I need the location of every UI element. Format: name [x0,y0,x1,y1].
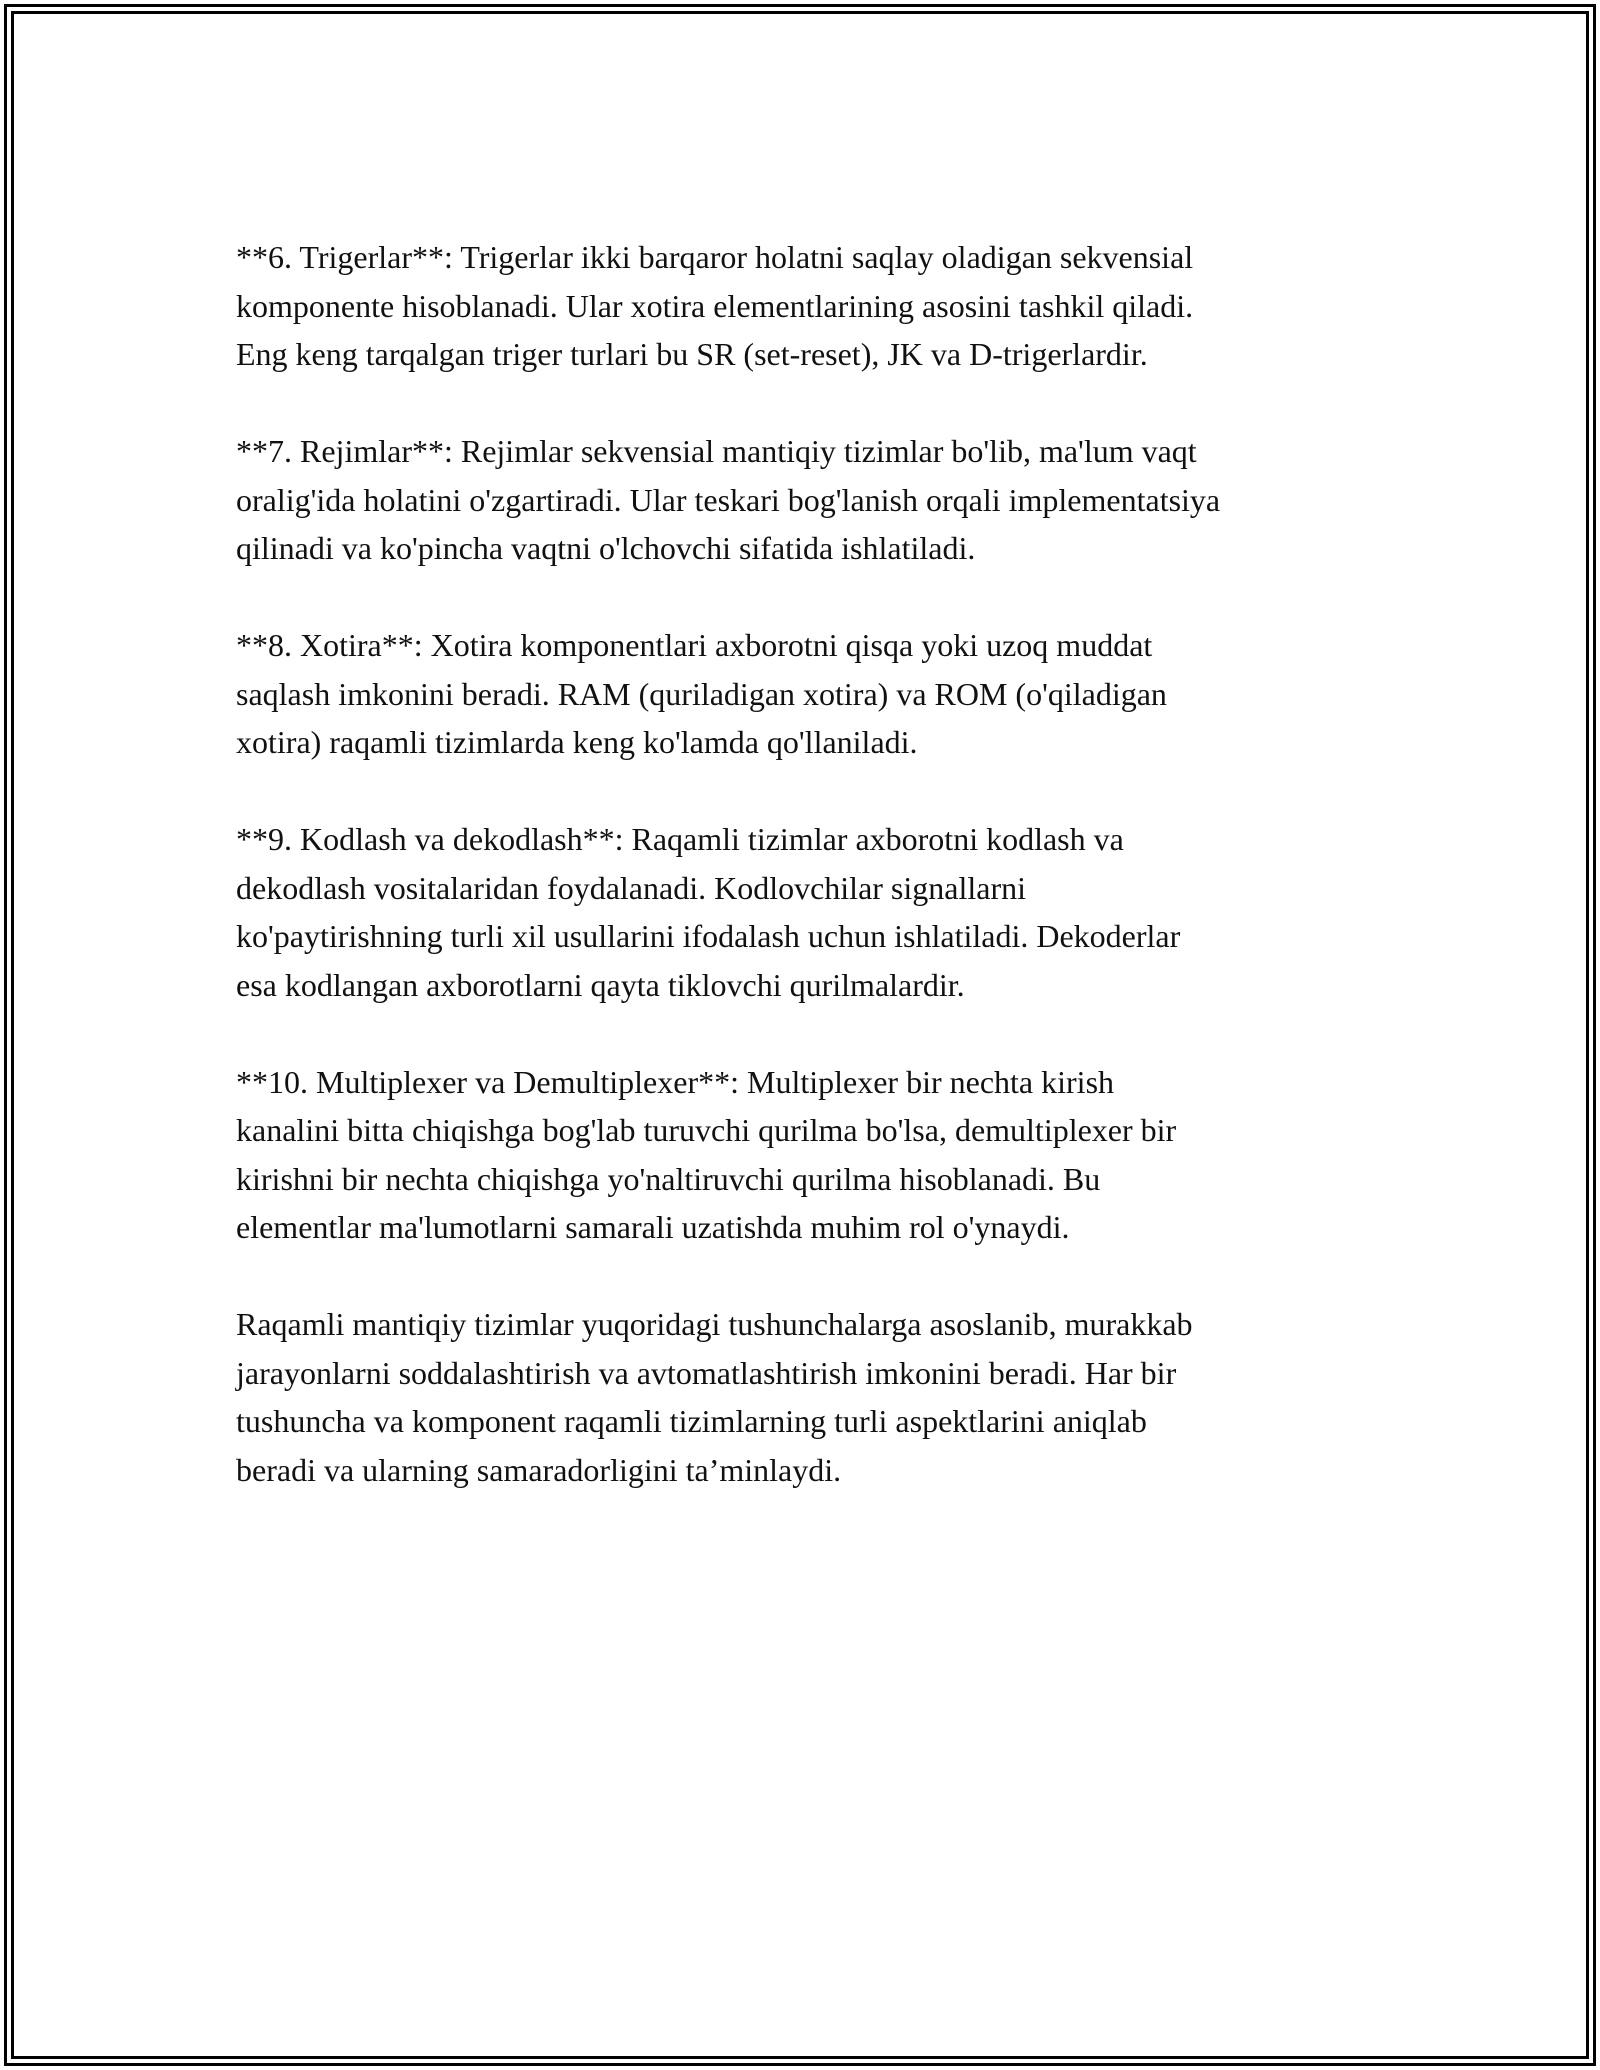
text-line: **6. Trigerlar**: Trigerlar ikki barqaror holatni saqlay oladigan sekvensial [236,239,1194,275]
text-line: dekodlash vositalaridan foydalanadi. Kodlovchilar signallarni [236,869,1026,906]
text-line: kirishni bir nechta chiqishga yo'naltiruvchi qurilma hisoblanadi. Bu [236,1160,1101,1197]
text-line: esa kodlangan axborotlarni qayta tiklovchi qurilmalardir. [236,966,965,1003]
text-line: oralig'ida holatini o'zgartiradi. Ular teskari bog'lanish orqali implementatsiya [236,481,1221,518]
text-line: **10. Multiplexer va Demultiplexer**: Multiplexer bir nechta kirish [236,1063,1115,1100]
text-line: **7. Rejimlar**: Rejimlar sekvensial mantiqiy tizimlar bo'lib, ma'lum vaqt [236,433,1197,469]
text-line: qilinadi va ko'pincha vaqtni o'lchovchi sifatida ishlatiladi. [236,530,976,566]
text-line: **9. Kodlash va dekodlash**: Raqamli tizimlar axborotni kodlash va [236,821,1124,857]
text-line: komponente hisoblanadi. Ular xotira elementlarining asosini tashkil qiladi. [236,287,1194,324]
paragraph-memory [236,621,1376,767]
paragraph-multiplexer [236,1058,1376,1252]
paragraph-modes [236,427,1376,573]
text-line: jarayonlarni soddalashtirish va avtomatlashtirish imkonini beradi. Har bir [236,1354,1177,1391]
text-line: Raqamli mantiqiy tizimlar yuqoridagi tushunchalarga asoslanib, murakkab [236,1306,1193,1342]
text-line: tushuncha va komponent raqamli tizimlarning turli aspektlarini aniqlab [236,1403,1147,1439]
text-line: saqlash imkonini beradi. RAM (quriladigan xotira) va ROM (o'qiladigan [236,675,1167,712]
text-line: kanalini bitta chiqishga bog'lab turuvchi qurilma bo'lsa, demultiplexer bir [236,1112,1177,1148]
paragraph-triggers [236,233,1376,379]
text-line: Eng keng tarqalgan triger turlari bu SR (set-reset), JK va D-trigerlardir. [236,336,1148,372]
document-body [236,233,1376,1543]
paragraph-conclusion [236,1300,1376,1494]
text-line: elementlar ma'lumotlarni samarali uzatishda muhim rol o'ynaydi. [236,1209,1070,1245]
text-line: beradi va ularning samaradorligini ta’minlaydi. [236,1451,842,1488]
paragraph-encoding [236,815,1376,1009]
text-line: xotira) raqamli tizimlarda keng ko'lamda qo'llaniladi. [236,724,918,760]
text-line: **8. Xotira**: Xotira komponentlari axborotni qisqa yoki uzoq muddat [236,627,1153,663]
text-line: ko'paytirishning turli xil usullarini ifodalash uchun ishlatiladi. Dekoderlar [236,918,1181,954]
